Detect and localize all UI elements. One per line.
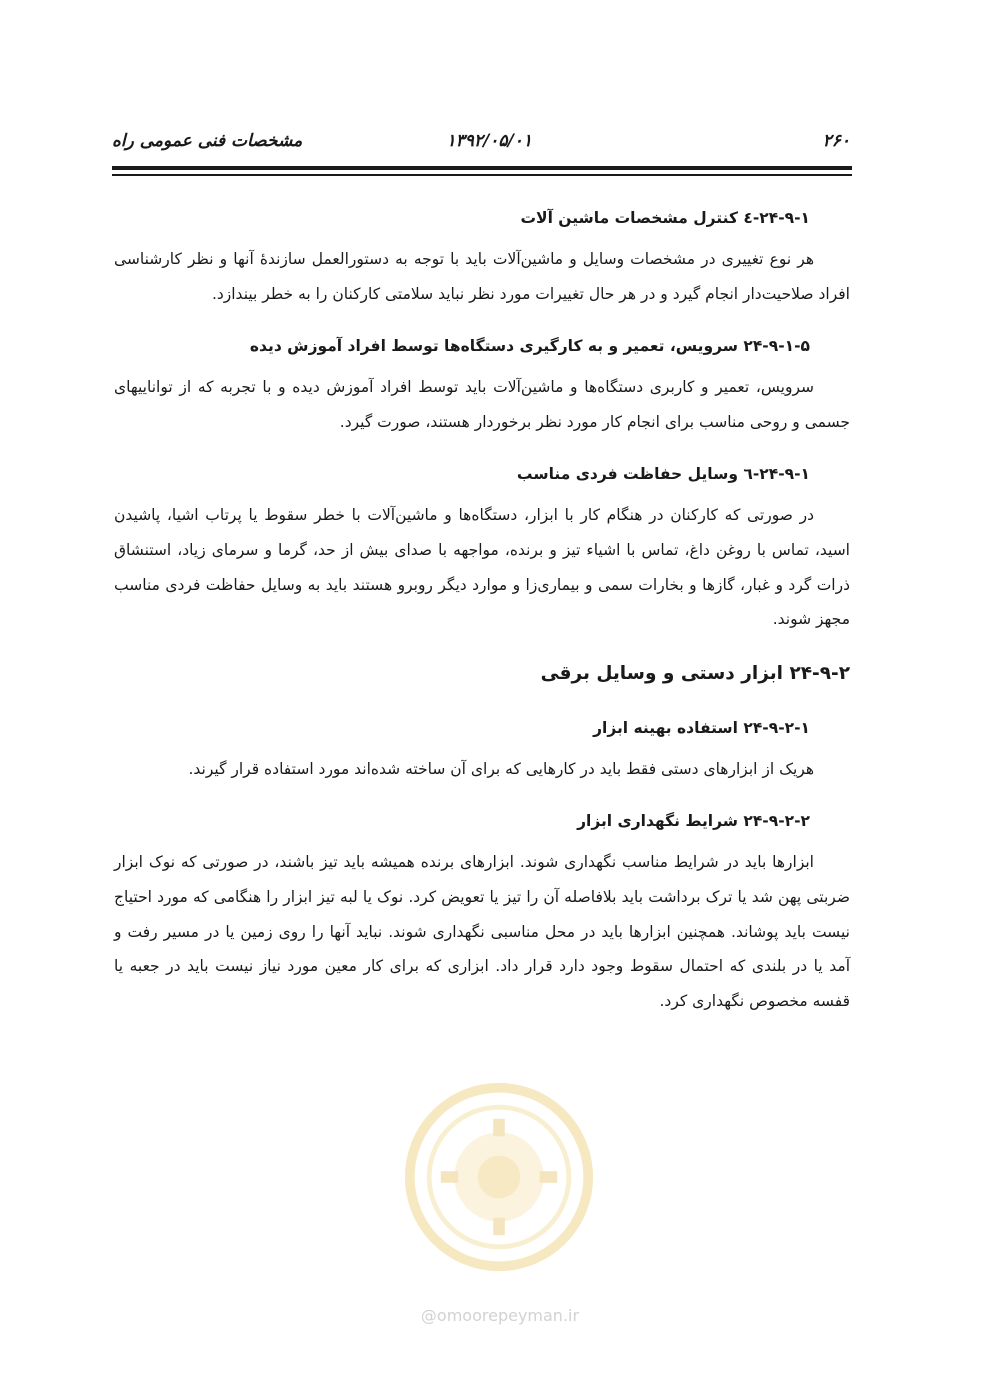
section-heading-tool-storage: ۲۴-۹-۲-۲ شرایط نگهداری ابزار: [577, 812, 810, 831]
section-body-machine-spec-control: هر نوع تغییری در مشخصات وسایل و ماشین‌آلات باید با توجه به دستورالعمل سازندۀ آنها و نظر کارشناسی افراد صلاحیت‌دار انجام گیرد و در هر حال تغییرات مورد نظر نباید سلامتی کارکنان را به خطر بیندازد.: [114, 250, 850, 303]
section-body-trained-service: سرویس، تعمیر و کاربری دستگاه‌ها و ماشین‌آلات باید توسط افراد آموزش دیده و با تجربه که از تواناییهای جسمی و روحی مناسب برای انجام کار مورد نظر برخوردار هستند، صورت گیرد.: [114, 378, 850, 431]
section-heading-machine-spec-control: ۲۴-۹-۱-٤ کنترل مشخصات ماشین آلات: [520, 209, 810, 227]
header-rule-thick: [112, 166, 852, 170]
section-heading-optimal-tool-use: ۲۴-۹-۲-۱ استفاده بهینه ابزار: [593, 718, 810, 737]
header-date: ۱۳۹۲/۰۵/۰۱: [446, 131, 532, 151]
section-body-tool-storage: ابزارها باید در شرایط مناسب نگهداری شوند. ابزارهای برنده همیشه باید تیز باشند، در صورتی که نوک ابزار ضربتی پهن شد یا ترک برداشت باید بلافاصله آن را تیز یا تعویض کرد. نوک یا لبه تیز ابزار را هنگامی که مورد احتیاج نیست باید پوشاند. همچنین ابزارها باید در محل مناسبی نگهداری شوند. نباید آنها را روی زمین یا در مسیر رفت و آمد یا در بلندی که احتمال سقوط وجود دارد قرار داد. ابزاری که برای کار معین مورد نیاز نیست باید در جعبه یا قفسه مخصوص نگهداری کرد.: [114, 853, 850, 1010]
header-rule-thin: [112, 174, 852, 176]
section-body-ppe: در صورتی که کارکنان در هنگام کار با ابزار، دستگاه‌ها و ماشین‌آلات با خطر سقوط یا پرتاب اشیا، پاشیدن اسید، تماس با روغن داغ، تماس با اشیاء تیز و برنده، مواجهه با صدای بیش از حد، گرما و سرمای زیاد، استنشاق ذرات گرد و غبار، گازها و بخارات سمی و بیماری‌زا و موارد دیگر روبرو هستند باید به وسایل حفاظت فردی مناسب مجهز شوند.: [114, 506, 850, 629]
page-header: [112, 126, 850, 156]
header-title: مشخصات فنی عمومی راه: [112, 131, 303, 151]
section-body-optimal-tool-use: هریک از ابزارهای دستی فقط باید در کارهایی که برای آن ساخته شده‌اند مورد استفاده قرار گیرند.: [188, 759, 814, 778]
page-number: ۲۶۰: [822, 131, 850, 151]
watermark-logo-icon: [402, 1080, 596, 1274]
watermark-text: @omoorepeyman.ir: [420, 1306, 580, 1325]
section-heading-trained-service: ۲۴-۹-۱-۵ سرویس، تعمیر و به کارگیری دستگاه‌ها توسط افراد آموزش دیده: [249, 337, 810, 356]
section-heading-hand-tools: ۲۴-۹-۲ ابزار دستی و وسایل برقی: [540, 662, 850, 684]
page-content: [114, 203, 850, 1038]
section-heading-ppe: ۲۴-۹-۱-٦ وسایل حفاظت فردی مناسب: [516, 465, 810, 484]
